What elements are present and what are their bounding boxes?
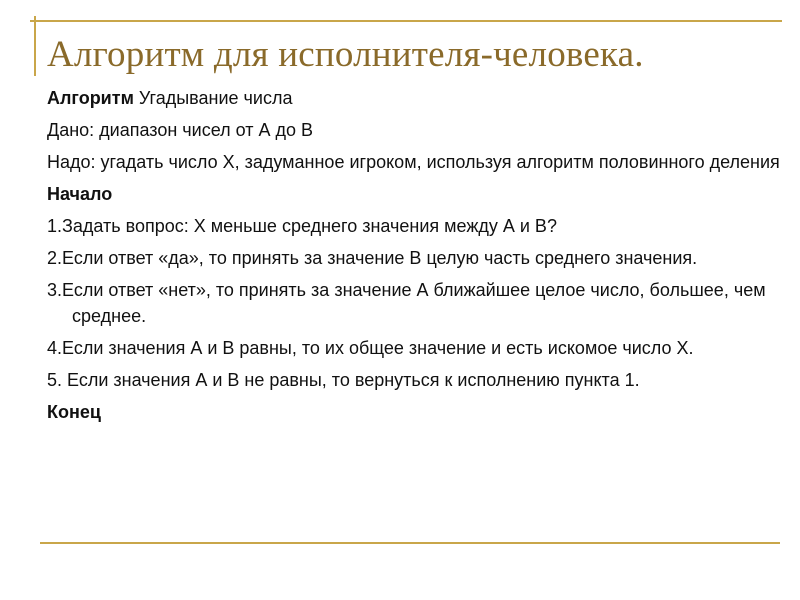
step-2: 2.Если ответ «да», то принять за значение В целую часть среднего значения. <box>47 248 698 268</box>
step-3: 3.Если ответ «нет», то принять за значение А ближайшее целое число, большее, чем среднее. <box>47 280 766 326</box>
step-5: 5. Если значения А и В не равны, то вернуться к исполнению пункта 1. <box>47 370 640 390</box>
slide-title: Алгоритм для исполнителя-человека. <box>47 34 644 75</box>
need-line: Надо: угадать число Х, задуманное игроком, используя алгоритм половинного деления <box>47 152 780 172</box>
step-1: 1.Задать вопрос: Х меньше среднего значения между А и В? <box>47 216 557 236</box>
algorithm-label: Алгоритм <box>47 88 134 108</box>
given-line: Дано: диапазон чисел от А до В <box>47 120 314 140</box>
left-accent-line <box>34 16 36 76</box>
slide-body <box>47 85 782 431</box>
algorithm-heading <box>47 85 782 111</box>
bottom-divider <box>40 542 780 544</box>
begin-keyword: Начало <box>47 184 113 204</box>
step-4: 4.Если значения А и В равны, то их общее значение и есть искомое число Х. <box>47 338 694 358</box>
top-divider <box>30 20 782 22</box>
end-keyword: Конец <box>47 402 101 422</box>
algorithm-name: Угадывание числа <box>133 88 293 108</box>
